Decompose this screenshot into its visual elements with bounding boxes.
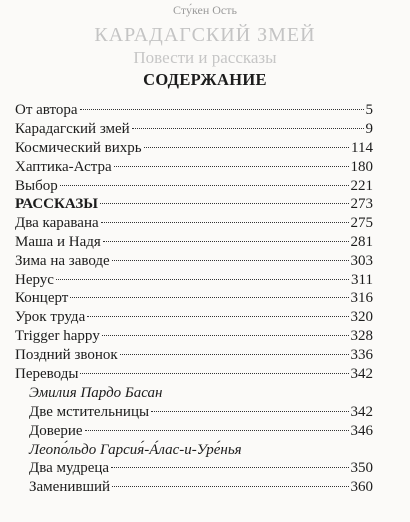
entry-title: Два мудреца bbox=[29, 460, 110, 477]
contents-entry bbox=[15, 177, 373, 196]
contents-entry bbox=[15, 459, 373, 478]
entry-title: Леопо́льдо Гарсия́-А́лас-и-Уре́нья bbox=[29, 441, 242, 458]
entry-title: Урок труда bbox=[15, 309, 86, 326]
dot-leader bbox=[144, 147, 349, 148]
entry-title: Trigger happy bbox=[15, 328, 100, 345]
contents-entry bbox=[15, 271, 373, 290]
entry-title: Концерт bbox=[15, 290, 69, 307]
contents-entry bbox=[15, 252, 373, 271]
dot-leader bbox=[132, 128, 364, 129]
author-name: Сту́кен Ость bbox=[173, 3, 237, 17]
entry-title: Зима на заводе bbox=[15, 252, 110, 269]
contents-author-entry bbox=[15, 441, 373, 460]
entry-title: РАССКАЗЫ bbox=[15, 196, 98, 212]
page-number: 342 bbox=[350, 366, 373, 383]
contents-entry bbox=[15, 158, 373, 177]
dot-leader bbox=[103, 241, 349, 242]
dot-leader bbox=[56, 279, 349, 280]
page-number: 180 bbox=[350, 158, 373, 175]
contents-author-entry bbox=[15, 384, 373, 403]
entry-title: Доверие bbox=[29, 422, 83, 439]
dot-leader bbox=[101, 222, 349, 223]
page-number: 346 bbox=[350, 422, 373, 439]
dot-leader bbox=[85, 430, 349, 431]
page-number: 350 bbox=[350, 460, 373, 477]
contents-entry bbox=[15, 478, 373, 497]
entry-title: Переводы bbox=[15, 366, 79, 383]
page-number: 342 bbox=[350, 403, 373, 420]
book-subtitle: Повести и рассказы bbox=[133, 48, 277, 67]
entry-title: Две мстительницы bbox=[29, 403, 150, 420]
contents-entry bbox=[15, 195, 373, 214]
contents-entry bbox=[15, 346, 373, 365]
entry-title: Нерус bbox=[15, 271, 54, 288]
contents-entry bbox=[15, 289, 373, 308]
entry-title: Заменивший bbox=[29, 479, 111, 496]
contents-entry bbox=[15, 365, 373, 384]
dot-leader bbox=[151, 411, 348, 412]
dot-leader bbox=[70, 297, 348, 298]
page-number: 320 bbox=[350, 309, 373, 326]
entry-title: Хаптика-Астра bbox=[15, 158, 112, 175]
page-number: 273 bbox=[350, 196, 373, 212]
dot-leader bbox=[80, 373, 348, 374]
page-number: 316 bbox=[350, 290, 373, 307]
contents-list-stories bbox=[15, 195, 373, 497]
page-number: 336 bbox=[350, 347, 373, 364]
page-number: 275 bbox=[350, 214, 373, 231]
page-number: 328 bbox=[350, 328, 373, 345]
page-number: 303 bbox=[350, 252, 373, 269]
contents-entry bbox=[15, 120, 373, 139]
page-number: 5 bbox=[365, 102, 373, 118]
contents-entry bbox=[15, 214, 373, 233]
entry-title: Выбор bbox=[15, 177, 58, 194]
page-number: 9 bbox=[365, 120, 373, 137]
entry-title: Космический вихрь bbox=[15, 139, 142, 156]
dot-leader bbox=[100, 203, 349, 204]
entry-title: Поздний звонок bbox=[15, 347, 118, 364]
contents-entry bbox=[15, 403, 373, 422]
entry-title: Два каравана bbox=[15, 214, 99, 231]
contents-entry bbox=[15, 101, 373, 120]
dot-leader bbox=[114, 166, 349, 167]
dot-leader bbox=[102, 335, 349, 336]
page-number: 360 bbox=[350, 479, 373, 496]
contents-entry bbox=[15, 327, 373, 346]
dot-leader bbox=[111, 467, 348, 468]
page-number: 114 bbox=[351, 139, 373, 156]
dot-leader bbox=[112, 486, 348, 487]
contents-entry bbox=[15, 308, 373, 327]
contents-list-novellas bbox=[15, 101, 373, 195]
entry-title: От автора bbox=[15, 102, 78, 118]
entry-title: Карадагский змей bbox=[15, 120, 130, 137]
dot-leader bbox=[120, 354, 349, 355]
dot-leader bbox=[87, 316, 348, 317]
contents-entry bbox=[15, 422, 373, 441]
page-number: 281 bbox=[350, 233, 373, 250]
contents-heading: СОДЕРЖАНИЕ bbox=[143, 70, 267, 89]
contents-entry bbox=[15, 139, 373, 158]
dot-leader bbox=[112, 260, 349, 261]
dot-leader bbox=[80, 109, 364, 110]
page-number: 221 bbox=[350, 177, 373, 194]
book-title: КАРАДАГСКИЙ ЗМЕЙ bbox=[94, 24, 316, 46]
dot-leader bbox=[60, 185, 349, 186]
entry-title: Эмилия Пардо Басан bbox=[29, 384, 163, 401]
contents-entry bbox=[15, 233, 373, 252]
entry-title: Маша и Надя bbox=[15, 233, 101, 250]
page-number: 311 bbox=[351, 271, 373, 288]
